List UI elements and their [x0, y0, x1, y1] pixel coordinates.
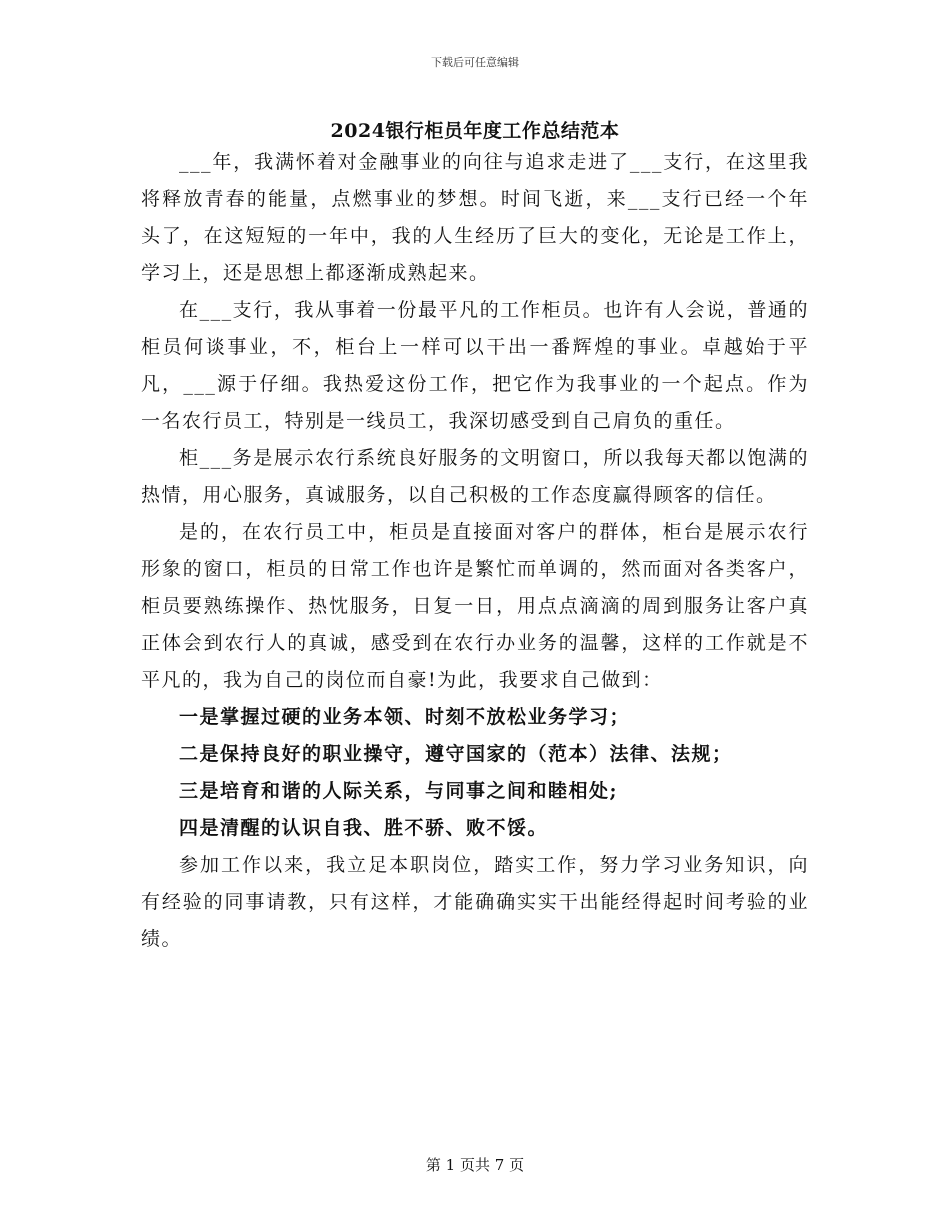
paragraph-work-attitude: 参加工作以来，我立足本职岗位，踏实工作，努力学习业务知识，向有经验的同事请教，只有这样，才能确确实实干出能经得起时间考验的业绩。: [141, 854, 809, 950]
document-title: 2024银行柜员年度工作总结范本: [330, 120, 620, 142]
requirement-item-2: 二是保持良好的职业操守，遵守国家的（范本）法律、法规；: [179, 743, 733, 765]
requirement-item-1: 一是掌握过硬的业务本领、时刻不放松业务学习；: [179, 706, 631, 728]
requirement-item-4: 四是清醒的认识自我、胜不骄、败不馁。: [179, 817, 549, 839]
paragraph-service-window: 柜___务是展示农行系统良好服务的文明窗口，所以我每天都以饱满的热情，用心服务，真诚服务，以自己积极的工作态度赢得顾客的信任。: [141, 447, 809, 506]
page-footer: 第 1 页共 7 页: [425, 1156, 525, 1174]
header-note: 下载后可任意编辑: [431, 56, 519, 69]
paragraph-intro: ___年，我满怀着对金融事业的向往与追求走进了___支行，在这里我将释放青春的能量，点燃事业的梦想。时间飞逝，来___支行已经一个年头了，在这短短的一年中，我的人生经历了巨大的变化，无论是工作上，学习上，还是思想上都逐渐成熟起来。: [141, 151, 809, 284]
requirement-item-3: 三是培育和谐的人际关系，与同事之间和睦相处;: [179, 780, 619, 802]
paragraph-teller-role: 是的，在农行员工中，柜员是直接面对客户的群体，柜台是展示农行形象的窗口，柜员的日常工作也许是繁忙而单调的，然而面对各类客户，柜员要熟练操作、热忱服务，日复一日，用点点滴滴的周到服务让客户真正体会到农行人的真诚，感受到在农行办业务的温馨，这样的工作就是不平凡的，我为自己的岗位而自豪!为此，我要求自己做到：: [141, 521, 809, 691]
paragraph-ordinary-job: 在___支行，我从事着一份最平凡的工作柜员。也许有人会说，普通的柜员何谈事业，不，柜台上一样可以干出一番辉煌的事业。卓越始于平凡，___源于仔细。我热爱这份工作，把它作为我事业的一个起点。作为一名农行员工，特别是一线员工，我深切感受到自己肩负的重任。: [141, 299, 809, 432]
document-body: [141, 144, 809, 958]
